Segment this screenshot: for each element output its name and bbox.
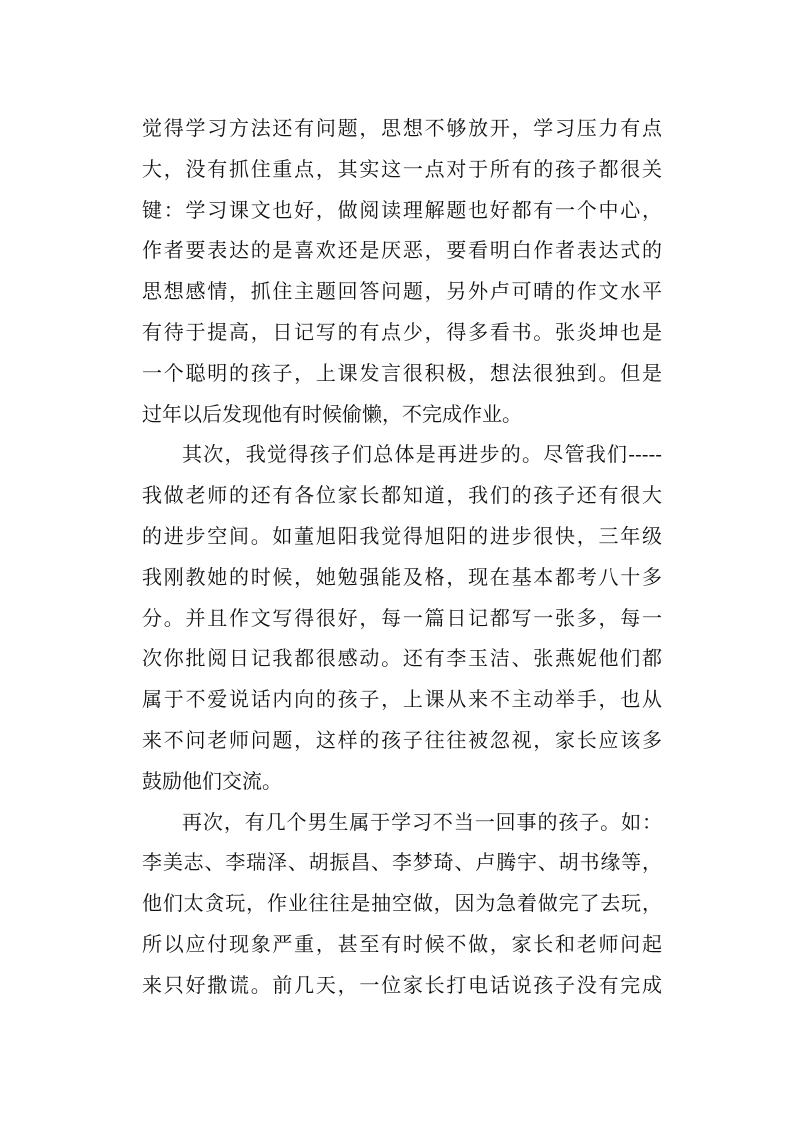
text-line: 键：学习课文也好，做阅读理解题也好都有一个中心， [142, 197, 662, 222]
text-line: 一个聪明的孩子，上课发言很积极，想法很独到。但是 [142, 360, 662, 385]
text-line: 所以应付现象严重，甚至有时候不做，家长和老师问起 [142, 931, 662, 956]
paragraph-start-line: 其次，我觉得孩子们总体是再进步的。尽管我们----- [182, 442, 662, 467]
text-line: 李美志、李瑞泽、胡振昌、李梦琦、卢腾宇、胡书缘等， [142, 850, 662, 875]
text-line: 我做老师的还有各位家长都知道，我们的孩子还有很大 [142, 483, 662, 508]
text-line: 我刚教她的时候，她勉强能及格，现在基本都考八十多 [142, 564, 662, 589]
document-body [142, 108, 662, 1006]
text-line: 分。并且作文写得很好，每一篇日记都写一张多，每一 [142, 605, 662, 630]
text-line: 思想感情，抓住主题回答问题，另外卢可晴的作文水平 [142, 279, 662, 304]
text-line: 作者要表达的是喜欢还是厌恶，要看明白作者表达式的 [142, 238, 662, 263]
text-line: 次你批阅日记我都很感动。还有李玉洁、张燕妮他们都 [142, 646, 662, 671]
text-line: 有待于提高，日记写的有点少，得多看书。张炎坤也是 [142, 319, 662, 344]
paragraph-start-line: 再次，有几个男生属于学习不当一回事的孩子。如： [182, 809, 662, 834]
text-line: 觉得学习方法还有问题，思想不够放开，学习压力有点 [142, 116, 662, 140]
text-line: 来只好撒谎。前几天，一位家长打电话说孩子没有完成 [142, 972, 662, 997]
text-line: 鼓励他们交流。 [142, 768, 282, 793]
text-line: 过年以后发现他有时候偷懒，不完成作业。 [142, 401, 522, 426]
text-line: 属于不爱说话内向的孩子，上课从来不主动举手，也从 [142, 687, 662, 712]
text-line: 他们太贪玩，作业往往是抽空做，因为急着做完了去玩， [142, 891, 662, 916]
text-line: 大，没有抓住重点，其实这一点对于所有的孩子都很关 [142, 156, 662, 181]
text-line: 的进步空间。如董旭阳我觉得旭阳的进步很快，三年级 [142, 523, 662, 548]
text-line: 来不问老师问题，这样的孩子往往被忽视，家长应该多 [142, 727, 662, 752]
